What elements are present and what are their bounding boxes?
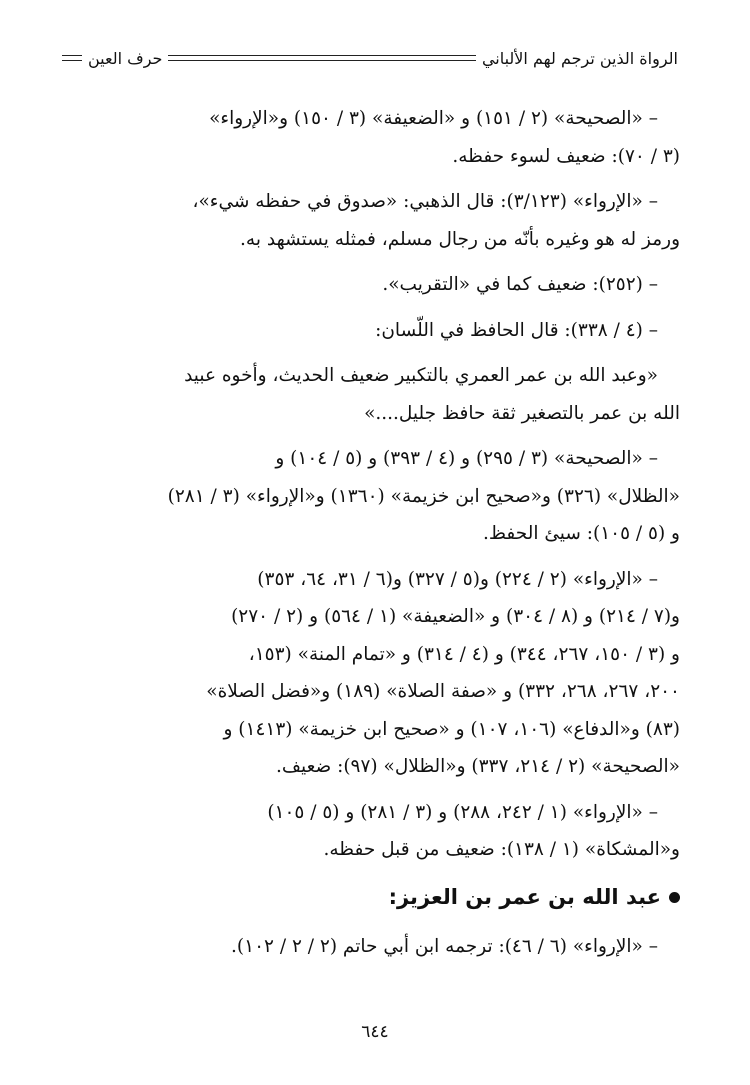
entry-heading-text: عبد الله بن عمر بن العزيز: — [388, 884, 661, 909]
text-line: «وعبد الله بن عمر العمري بالتكبير ضعيف الحديث، وأخوه عبيد — [184, 365, 658, 386]
text-line: «الظلال» (٣٢٦) و«صحيح ابن خزيمة» (١٣٦٠) و«الإرواء» (٣ / ٢٨١) — [167, 485, 680, 507]
header-rule-tail — [62, 55, 82, 61]
bullet-icon — [669, 892, 680, 903]
entry-paragraph — [66, 928, 680, 966]
text-line: – «الإرواء» (٢ / ٢٢٤) و(٥ / ٣٢٧) و(٦ / ٣١، ٦٤، ٣٥٣) — [257, 568, 658, 590]
paragraph-list — [66, 100, 680, 869]
paragraph — [66, 183, 680, 258]
header-section: حرف العين — [88, 48, 163, 68]
text-line: «الصحيحة» (٢ / ٢١٤، ٣٣٧) و«الظلال» (٩٧): ضعيف. — [275, 756, 680, 777]
text-line: و(٧ / ٢١٤) و (٨ / ٣٠٤) و «الضعيفة» (١ / ٥٦٤) و (٢ / ٢٧٠) — [231, 606, 680, 627]
header-book-title: الرواة الذين ترجم لهم الألباني — [481, 48, 678, 68]
text-line: – «الإرواء» (٦ / ٤٦): ترجمه ابن أبي حاتم (٢ / ٢ / ١٠٢). — [231, 936, 658, 957]
header-rule — [168, 55, 476, 61]
text-line: – «الصحيحة» (٣ / ٢٩٥) و (٤ / ٣٩٣) و (٥ / ١٠٤) و — [275, 448, 658, 469]
text-line: (٨٣) و«الدفاع» (١٠٦، ١٠٧) و «صحيح ابن خزيمة» (١٤١٣) و — [223, 718, 680, 740]
paragraph — [66, 357, 680, 432]
page-number: ٦٤٤ — [361, 1022, 389, 1042]
text-line: و (٣ / ١٥٠، ٢٦٧، ٣٤٤) و (٤ / ٣١٤) و «تمام المنة» (١٥٣، — [248, 643, 680, 665]
running-header — [62, 44, 678, 72]
page-body — [66, 100, 680, 974]
text-line: ٢٠٠، ٢٦٧، ٢٦٨، ٣٣٢) و «صفة الصلاة» (١٨٩) و«فضل الصلاة» — [206, 681, 680, 702]
paragraph — [66, 266, 680, 304]
text-line: – (٢٥٢): ضعيف كما في «التقريب». — [382, 274, 658, 295]
entry-heading — [66, 879, 680, 917]
text-line: – «الإرواء» (١ / ٢٤٢، ٢٨٨) و (٣ / ٢٨١) و (٥ / ١٠٥) — [267, 801, 658, 823]
text-line: و (٥ / ١٠٥): سيئ الحفظ. — [482, 523, 680, 544]
paragraph — [66, 312, 680, 350]
paragraph — [66, 794, 680, 869]
paragraph — [66, 440, 680, 553]
paragraph — [66, 561, 680, 786]
text-line: – «الصحيحة» (٢ / ١٥١) و «الضعيفة» (٣ / ١٥٠) و«الإرواء» — [209, 108, 658, 129]
text-line: – «الإرواء» (٣/١٢٣): قال الذهبي: «صدوق في حفظه شيء»، — [192, 191, 658, 212]
text-line: – (٤ / ٣٣٨): قال الحافظ في اللّسان: — [375, 319, 658, 341]
paragraph — [66, 100, 680, 175]
text-line: و«المشكاة» (١ / ١٣٨): ضعيف من قبل حفظه. — [323, 839, 680, 860]
text-line: الله بن عمر بالتصغير ثقة حافظ جليل....» — [364, 402, 680, 424]
text-line: ورمز له هو وغيره بأنّه من رجال مسلم، فمثله يستشهد به. — [240, 228, 680, 250]
text-line: (٣ / ٧٠): ضعيف لسوء حفظه. — [452, 145, 680, 167]
